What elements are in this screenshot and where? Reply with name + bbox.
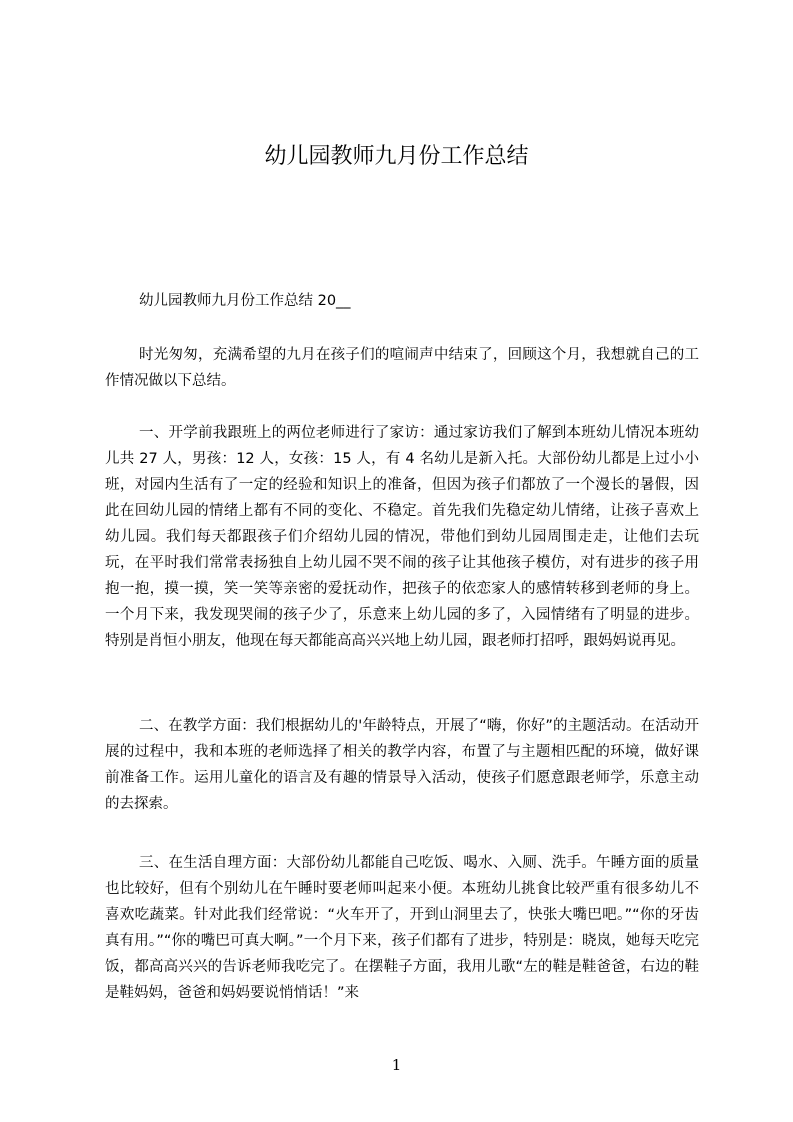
page-title: 幼儿园教师九月份工作总结 (264, 144, 529, 169)
page-number: 1 (391, 1056, 402, 1074)
paragraph-teaching: 二、在教学方面：我们根据幼儿的'年龄特点，开展了“嗨，你好”的主题活动。在活动开展的过程中，我和本班的老师选择了相关的教学内容，布置了与主题相匹配的环境，做好课前准备工作。运用儿童化的语言及有趣的情景导入活动，使孩子们愿意跟老师学，乐意主动的去探索。 (105, 718, 699, 812)
paragraph-self-care: 三、在生活自理方面：大部份幼儿都能自己吃饭、喝水、入厕、洗手。午睡方面的质量也比较好，但有个别幼儿在午睡时要老师叫起来小便。本班幼儿挑食比较严重有很多幼儿不喜欢吃蔬菜。针对此我们经常说：“火车开了，开到山洞里去了，快张大嘴巴吧。”“你的牙齿真有用。”“你的嘴巴可真大啊。”一个月下来，孩子们都有了进步，特别是：晓岚，她每天吃完饭，都高高兴兴的告诉老师我吃完了。在摆鞋子方面，我用儿歌“左的鞋是鞋爸爸，右边的鞋是鞋妈妈，爸爸和妈妈要说悄悄话！”来 (105, 855, 699, 1001)
document-subtitle: 幼儿园教师九月份工作总结 20__ (139, 293, 351, 309)
paragraph-intro: 时光匆匆，充满希望的九月在孩子们的喧闹声中结束了，回顾这个月，我想就自己的工作情况做以下总结。 (105, 347, 699, 389)
paragraph-home-visit: 一、开学前我跟班上的两位老师进行了家访：通过家访我们了解到本班幼儿情况本班幼儿共 27 人，男孩：12 人，女孩：15 人，有 4 名幼儿是新入托。大部份幼儿都是上过小小班，对园内生活有了一定的经验和知识上的准备，但因为孩子们都放了一个漫长的暑假，因此在回幼儿园的情绪上都有不同的变化、不稳定。首先我们先稳定幼儿情绪，让孩子喜欢上幼儿园。我们每天都跟孩子们介绍幼儿园的情况，带他们到幼儿园周围走走，让他们去玩玩，在平时我们常常表扬独自上幼儿园不哭不闹的孩子让其他孩子模仿，对有进步的孩子用抱一抱，摸一摸，笑一笑等亲密的爱抚动作，把孩子的依恋家人的感情转移到老师的身上。一个月下来，我发现哭闹的孩子少了，乐意来上幼儿园的多了，入园情绪有了明显的进步。特别是肖恒小朋友，他现在每天都能高高兴兴地上幼儿园，跟老师打招呼，跟妈妈说再见。 (105, 425, 699, 649)
